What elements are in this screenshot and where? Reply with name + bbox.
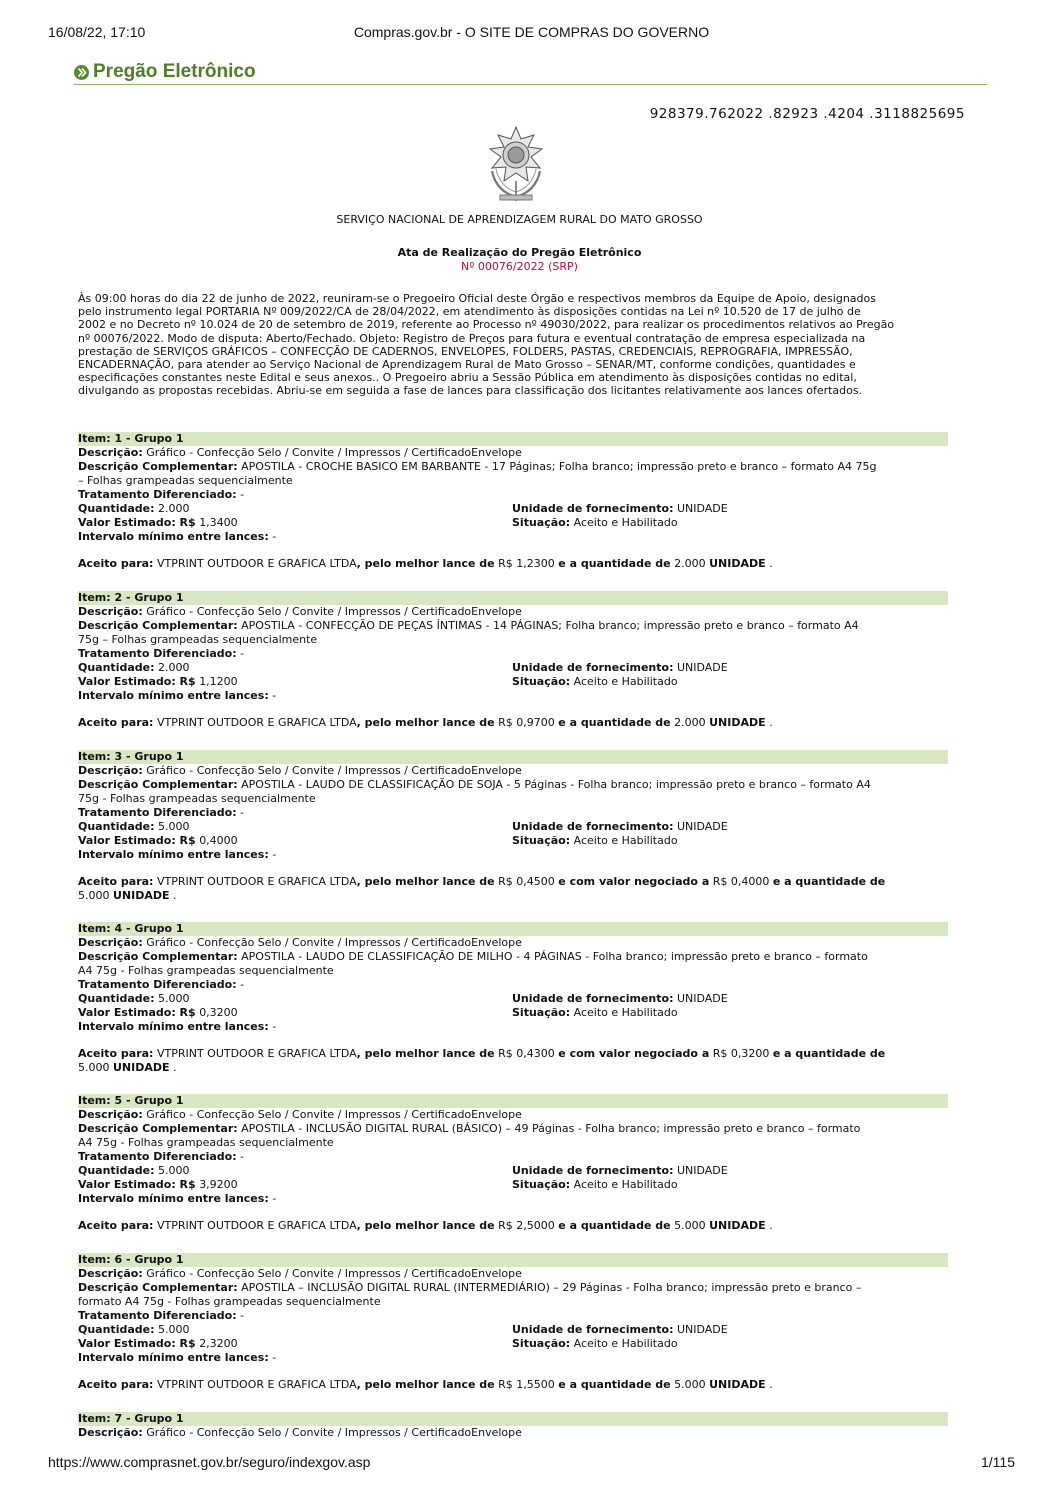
item-header: Item: 1 - Grupo 1 [78, 432, 948, 446]
doc-title: Pregão Eletrônico [93, 61, 256, 82]
item-quantity: Quantidade: 2.000 [78, 502, 190, 515]
item-interval: Intervalo mínimo entre lances: - [78, 1020, 277, 1033]
item-complement-cont: A4 75g - Folhas grampeadas sequencialmente [78, 964, 334, 977]
item-description: Descrição: Gráfico - Confecção Selo / Convite / Impressos / CertificadoEnvelope [78, 605, 522, 618]
document-identifier: 928379.762022 .82923 .4204 .3118825695 [649, 106, 965, 122]
item-description: Descrição: Gráfico - Confecção Selo / Convite / Impressos / CertificadoEnvelope [78, 1426, 522, 1439]
item-estimated-value: Valor Estimado: R$ 3,9200 [78, 1178, 238, 1191]
item-complement: Descrição Complementar: APOSTILA - CROCHE BASICO EM BARBANTE - 17 Páginas; Folha branco; impressão preto e branco – formato A4 75g [78, 460, 877, 473]
item-tratamento: Tratamento Diferenciado: - [78, 1150, 245, 1163]
item-quantity-row [78, 1164, 948, 1178]
organization-name: SERVIÇO NACIONAL DE APRENDIZAGEM RURAL DO MATO GROSSO [336, 213, 703, 226]
intro-line: nº 00076/2022. Modo de disputa: Aberto/Fechado. Objeto: Registro de Preços para futura e eventual contratação de empresa especializada na [78, 331, 866, 345]
intro-line: especificações constantes neste Edital e seus anexos.. O Pregoeiro abriu a Sessão Pública em atendimento às disposições contidas no edital, [78, 371, 857, 385]
item-estimated-value: Valor Estimado: R$ 0,3200 [78, 1006, 238, 1019]
intro-line: prestação de SERVIÇOS GRÁFICOS – CONFECÇÃO DE CADERNOS, ENVELOPES, FOLDERS, PASTAS, CREDENCIAIS, REPROGRAFIA, IMPRESSÃO, [78, 344, 853, 358]
item-status: Situação: Aceito e Habilitado [512, 675, 678, 688]
award-line: Aceito para: VTPRINT OUTDOOR E GRAFICA LTDA, pelo melhor lance de R$ 0,9700 e a quantidade de 2.000 UNIDADE . [78, 716, 773, 729]
item-complement: Descrição Complementar: APOSTILA – INCLUSÃO DIGITAL RURAL (INTERMEDIÁRIO) – 29 Páginas - Folha branco; impressão preto e branco – [78, 1281, 862, 1294]
page-number: 1/115 [981, 1454, 1015, 1470]
item-value-row [78, 675, 948, 689]
item-status: Situação: Aceito e Habilitado [512, 834, 678, 847]
item-interval: Intervalo mínimo entre lances: - [78, 530, 277, 543]
item-unit: Unidade de fornecimento: UNIDADE [512, 992, 728, 1005]
chevron-right-icon [74, 65, 89, 80]
item-description: Descrição: Gráfico - Confecção Selo / Convite / Impressos / CertificadoEnvelope [78, 936, 522, 949]
ata-number: Nº 00076/2022 (SRP) [461, 260, 578, 273]
item-complement: Descrição Complementar: APOSTILA - CONFECÇÃO DE PEÇAS ÍNTIMAS - 14 PÁGINAS; Folha branco; impressão preto e branco – formato A4 [78, 619, 859, 632]
intro-paragraph [78, 292, 964, 398]
item-complement: Descrição Complementar: APOSTILA - LAUDO DE CLASSIFICAÇÃO DE MILHO - 4 PÁGINAS - Folha branco; impressão preto e branco – formato [78, 950, 868, 963]
item-header: Item: 6 - Grupo 1 [78, 1253, 948, 1267]
ata-title: Ata de Realização do Pregão Eletrônico [397, 246, 642, 259]
intro-line: divulgando as propostas recebidas. Abriu-se em seguida a fase de lances para classificação dos licitantes relativamente aos lances ofertados. [78, 384, 863, 398]
item-description: Descrição: Gráfico - Confecção Selo / Convite / Impressos / CertificadoEnvelope [78, 764, 522, 777]
item-quantity-row [78, 502, 948, 516]
item-quantity-row [78, 992, 948, 1006]
item-block [78, 922, 948, 1075]
item-tratamento: Tratamento Diferenciado: - [78, 1309, 245, 1322]
item-status: Situação: Aceito e Habilitado [512, 1006, 678, 1019]
item-description: Descrição: Gráfico - Confecção Selo / Convite / Impressos / CertificadoEnvelope [78, 1108, 522, 1121]
item-header: Item: 4 - Grupo 1 [78, 922, 948, 936]
item-quantity: Quantidade: 5.000 [78, 1323, 190, 1336]
item-unit: Unidade de fornecimento: UNIDADE [512, 820, 728, 833]
item-complement-cont: formato A4 75g - Folhas grampeadas sequencialmente [78, 1295, 381, 1308]
item-header: Item: 3 - Grupo 1 [78, 750, 948, 764]
award-line: Aceito para: VTPRINT OUTDOOR E GRAFICA LTDA, pelo melhor lance de R$ 1,5500 e a quantidade de 5.000 UNIDADE . [78, 1378, 773, 1391]
item-interval: Intervalo mínimo entre lances: - [78, 689, 277, 702]
award-line: Aceito para: VTPRINT OUTDOOR E GRAFICA LTDA, pelo melhor lance de R$ 0,4500 e com valor negociado a R$ 0,4000 e a quantidade de [78, 875, 886, 888]
item-value-row [78, 516, 948, 530]
award-line: Aceito para: VTPRINT OUTDOOR E GRAFICA LTDA, pelo melhor lance de R$ 2,5000 e a quantidade de 5.000 UNIDADE . [78, 1219, 773, 1232]
print-page-title: Compras.gov.br - O SITE DE COMPRAS DO GOVERNO [353, 24, 710, 40]
item-complement-cont: 75g - Folhas grampeadas sequencialmente [78, 792, 316, 805]
item-block-partial [78, 1412, 948, 1440]
item-block [78, 1253, 948, 1392]
item-complement: Descrição Complementar: APOSTILA - INCLUSÃO DIGITAL RURAL (BÁSICO) – 49 Páginas - Folha branco; impressão preto e branco – formato [78, 1122, 861, 1135]
intro-line: 2002 e no Decreto nº 10.024 de 20 de setembro de 2019, referente ao Processo nº 49030/2022, para realizar os procedimentos relativos ao Pregão [78, 318, 895, 332]
print-footer [48, 1454, 1015, 1474]
item-value-row [78, 1337, 948, 1351]
item-quantity-row [78, 820, 948, 834]
item-header: Item: 7 - Grupo 1 [78, 1412, 948, 1426]
item-value-row [78, 1178, 948, 1192]
item-tratamento: Tratamento Diferenciado: - [78, 806, 245, 819]
item-interval: Intervalo mínimo entre lances: - [78, 1351, 277, 1364]
item-value-row [78, 1006, 948, 1020]
item-quantity-row [78, 661, 948, 675]
item-quantity-row [78, 1323, 948, 1337]
print-date: 16/08/22, 17:10 [48, 24, 146, 40]
award-line-cont: 5.000 UNIDADE . [78, 889, 177, 902]
award-line-cont: 5.000 UNIDADE . [78, 1061, 177, 1074]
doc-title-bar [74, 60, 987, 85]
item-complement: Descrição Complementar: APOSTILA - LAUDO DE CLASSIFICAÇÃO DE SOJA - 5 Páginas - Folha branco; impressão preto e branco – formato A4 [78, 778, 871, 791]
intro-line: Às 09:00 horas do dia 22 de junho de 2022, reuniram-se o Pregoeiro Oficial deste Órgão e respectivos membros da Equipe de Apoio, designados [78, 292, 876, 305]
item-unit: Unidade de fornecimento: UNIDADE [512, 502, 728, 515]
item-header: Item: 2 - Grupo 1 [78, 591, 948, 605]
item-quantity: Quantidade: 5.000 [78, 992, 190, 1005]
item-status: Situação: Aceito e Habilitado [512, 1337, 678, 1350]
item-status: Situação: Aceito e Habilitado [512, 516, 678, 529]
item-tratamento: Tratamento Diferenciado: - [78, 488, 245, 501]
item-complement-cont: 75g – Folhas grampeadas sequencialmente [78, 633, 318, 646]
item-estimated-value: Valor Estimado: R$ 0,4000 [78, 834, 238, 847]
item-estimated-value: Valor Estimado: R$ 1,1200 [78, 675, 238, 688]
item-estimated-value: Valor Estimado: R$ 1,3400 [78, 516, 238, 529]
item-description: Descrição: Gráfico - Confecção Selo / Convite / Impressos / CertificadoEnvelope [78, 1267, 522, 1280]
item-quantity: Quantidade: 5.000 [78, 1164, 190, 1177]
item-block [78, 1094, 948, 1233]
item-quantity: Quantidade: 2.000 [78, 661, 190, 674]
award-line: Aceito para: VTPRINT OUTDOOR E GRAFICA LTDA, pelo melhor lance de R$ 1,2300 e a quantidade de 2.000 UNIDADE . [78, 557, 773, 570]
item-unit: Unidade de fornecimento: UNIDADE [512, 1323, 728, 1336]
item-tratamento: Tratamento Diferenciado: - [78, 647, 245, 660]
item-unit: Unidade de fornecimento: UNIDADE [512, 661, 728, 674]
item-tratamento: Tratamento Diferenciado: - [78, 978, 245, 991]
item-complement-cont: – Folhas grampeadas sequencialmente [78, 474, 293, 487]
coat-of-arms-icon [482, 125, 550, 205]
item-interval: Intervalo mínimo entre lances: - [78, 1192, 277, 1205]
award-line: Aceito para: VTPRINT OUTDOOR E GRAFICA LTDA, pelo melhor lance de R$ 0,4300 e com valor negociado a R$ 0,3200 e a quantidade de [78, 1047, 886, 1060]
item-description: Descrição: Gráfico - Confecção Selo / Convite / Impressos / CertificadoEnvelope [78, 446, 522, 459]
item-interval: Intervalo mínimo entre lances: - [78, 848, 277, 861]
item-quantity: Quantidade: 5.000 [78, 820, 190, 833]
item-block [78, 432, 948, 571]
item-block [78, 591, 948, 730]
item-unit: Unidade de fornecimento: UNIDADE [512, 1164, 728, 1177]
item-complement-cont: A4 75g - Folhas grampeadas sequencialmente [78, 1136, 334, 1149]
item-estimated-value: Valor Estimado: R$ 2,3200 [78, 1337, 238, 1350]
item-value-row [78, 834, 948, 848]
item-status: Situação: Aceito e Habilitado [512, 1178, 678, 1191]
item-header: Item: 5 - Grupo 1 [78, 1094, 948, 1108]
intro-line: pelo instrumento legal PORTARIA Nº 009/2022/CA de 28/04/2022, em atendimento às disposições contidas na Lei nº 10.520 de 17 de julho de [78, 305, 861, 319]
intro-line: ENCADERNAÇÃO, para atender ao Serviço Nacional de Aprendizagem Rural de Mato Grosso – SENAR/MT, conforme condições, quantidades e [78, 358, 856, 372]
print-header [48, 24, 1015, 44]
item-block [78, 750, 948, 903]
print-url: https://www.comprasnet.gov.br/seguro/indexgov.asp [48, 1454, 371, 1470]
